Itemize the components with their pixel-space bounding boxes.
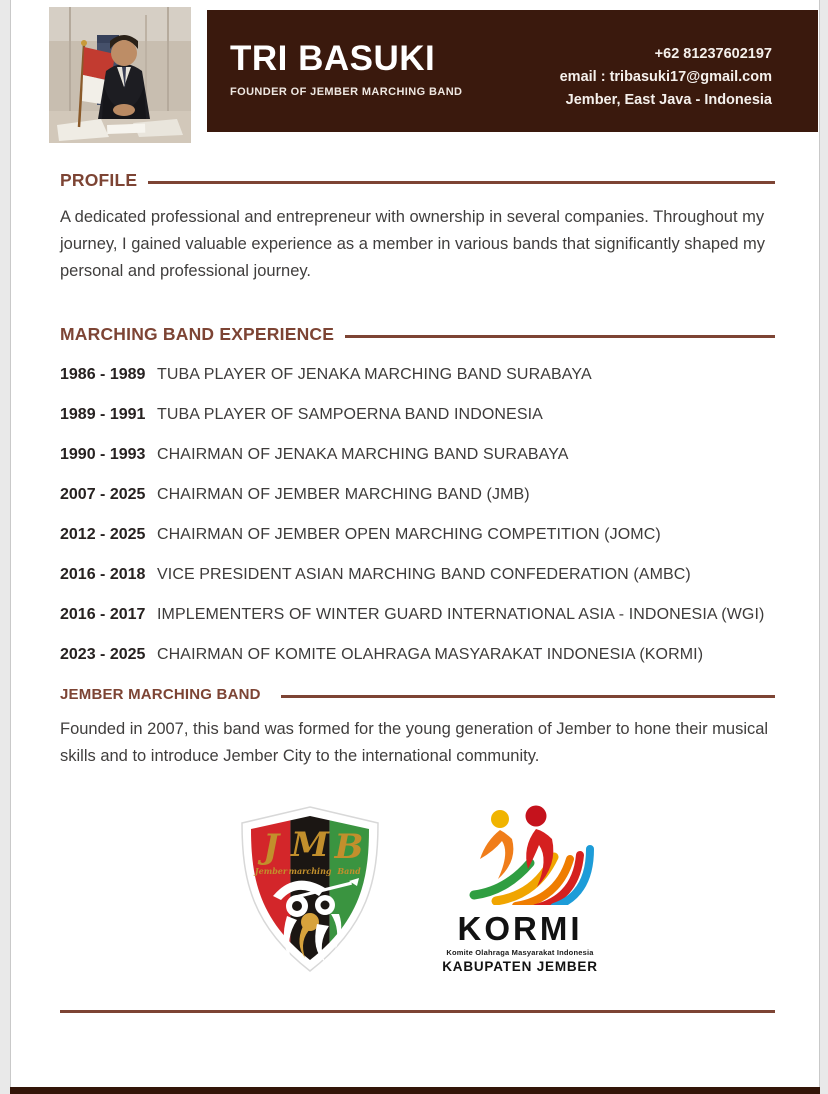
experience-row [60, 606, 775, 624]
heading-rule [281, 695, 775, 698]
experience-years: 2007 - 2025 [60, 486, 146, 503]
viewer-right-gutter [819, 0, 828, 1094]
page-content [60, 170, 775, 1013]
experience-years: 2016 - 2017 [60, 606, 146, 623]
experience-years: 1990 - 1993 [60, 446, 146, 463]
contact-location: Jember, East Java - Indonesia [565, 92, 772, 108]
experience-role: TUBA PLAYER OF JENAKA MARCHING BAND SURABAYA [157, 366, 592, 383]
contact-email: email : tribasuki17@gmail.com [559, 69, 772, 85]
experience-role: CHAIRMAN OF KOMITE OLAHRAGA MASYARAKAT INDONESIA (KORMI) [157, 646, 704, 663]
experience-years: 1989 - 1991 [60, 406, 146, 423]
band-heading-text: JEMBER MARCHING BAND [60, 686, 261, 703]
kormi-title: KORMI [457, 910, 583, 947]
page-bottom-bar [10, 1087, 820, 1094]
jmb-word-jember: Jember [254, 866, 288, 876]
experience-row [60, 366, 775, 384]
experience-years: 2016 - 2018 [60, 566, 146, 583]
viewer-left-gutter [0, 0, 11, 1094]
experience-row [60, 566, 775, 584]
band-paragraph: Founded in 2007, this band was formed for the young generation of Jember to hone their musical skills and to introduce Jember City to the international community. [60, 720, 769, 765]
kormi-mark [440, 803, 600, 905]
experience-row [60, 406, 775, 424]
bottom-rule [60, 1010, 775, 1013]
experience-years: 1986 - 1989 [60, 366, 146, 383]
experience-row [60, 446, 775, 464]
contact-block [560, 43, 772, 112]
profile-section-heading [60, 170, 775, 191]
experience-role: IMPLEMENTERS OF WINTER GUARD INTERNATIONAL ASIA - INDONESIA (WGI) [157, 606, 765, 623]
jmb-letter-j: J [262, 827, 280, 867]
experience-role: CHAIRMAN OF JENAKA MARCHING BAND SURABAYA [157, 446, 569, 463]
heading-rule [148, 181, 775, 184]
person-name: TRI BASUKI [230, 39, 436, 78]
experience-role: CHAIRMAN OF JEMBER MARCHING BAND (JMB) [157, 486, 530, 503]
contact-phone: +62 81237602197 [654, 46, 772, 62]
kormi-logo [440, 803, 600, 974]
jmb-letter-m: M [291, 825, 329, 865]
band-section-heading [60, 686, 775, 703]
jmb-word-marching: marching [288, 866, 332, 876]
experience-years: 2012 - 2025 [60, 526, 146, 543]
person-title: FOUNDER OF JEMBER MARCHING BAND [230, 85, 463, 98]
jmb-word-band: Band [337, 866, 361, 876]
experience-years: 2023 - 2025 [60, 646, 146, 663]
experience-role: VICE PRESIDENT ASIAN MARCHING BAND CONFEDERATION (AMBC) [157, 566, 691, 583]
kormi-region: KABUPATEN JEMBER [442, 959, 598, 974]
experience-row [60, 486, 775, 504]
profile-photo [49, 7, 191, 143]
heading-rule [345, 335, 775, 338]
experience-heading-text: MARCHING BAND EXPERIENCE [60, 324, 335, 344]
profile-heading-text: PROFILE [60, 170, 138, 190]
experience-row [60, 526, 775, 544]
experience-section-heading [60, 324, 775, 345]
kormi-subtitle: Komite Olahraga Masyarakat Indonesia [446, 948, 594, 957]
experience-list [60, 366, 775, 664]
header-band [207, 10, 818, 132]
jmb-logo [237, 803, 383, 973]
logos-row [60, 803, 775, 974]
profile-paragraph: A dedicated professional and entrepreneur with ownership in several companies. Throughout my journey, I gained valuable experience as a member in various bands that significantly shaped my personal and professional journey. [60, 208, 766, 280]
jmb-letter-b: B [334, 827, 364, 867]
experience-role: TUBA PLAYER OF SAMPOERNA BAND INDONESIA [157, 406, 543, 423]
experience-row [60, 646, 775, 664]
experience-role: CHAIRMAN OF JEMBER OPEN MARCHING COMPETITION (JOMC) [157, 526, 661, 543]
